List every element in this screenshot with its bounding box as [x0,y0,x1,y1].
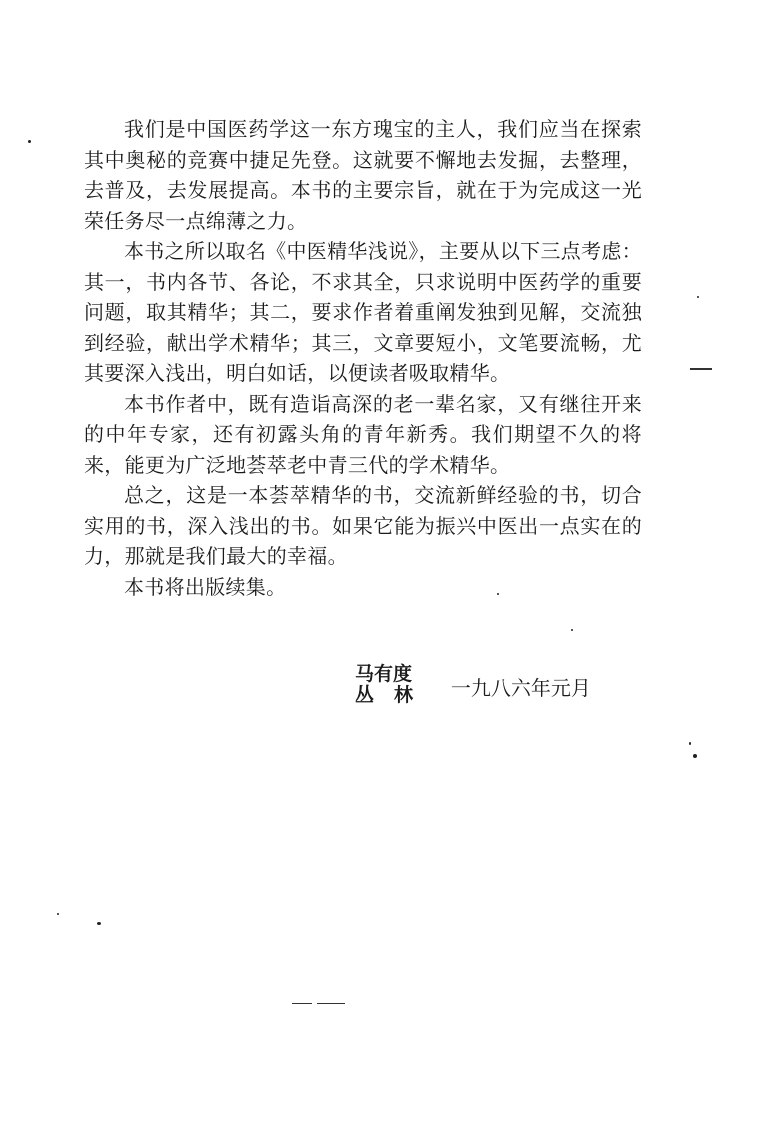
scan-speck [689,742,691,745]
preface-body [84,114,642,602]
scan-speck [693,754,697,758]
scan-mark [690,368,712,370]
paragraph-4: 总之，这是一本荟萃精华的书，交流新鲜经验的书，切合实用的书，深入浅出的书。如果它能为振兴中医出一点实在的力，那就是我们最大的幸福。 [84,483,642,568]
signature-block [355,664,591,706]
paragraph-3: 本书作者中，既有造诣高深的老一辈名家，又有继往开来的中年专家，还有初露头角的青年新秀。我们期望不久的将来，能更为广泛地荟萃老中青三代的学术精华。 [84,391,642,477]
paragraph-1: 我们是中国医药学这一东方瑰宝的主人，我们应当在探索其中奥秘的竞赛中捷足先登。这就要不懈地去发掘，去整理，去普及，去发展提高。本书的主要宗旨，就在于为完成这一光荣任务尽一点绵薄之力。 [84,117,642,233]
author-names [355,664,433,706]
scan-speck [57,913,59,915]
scan-speck [571,629,573,631]
scan-mark [292,1003,312,1004]
scan-speck [497,593,499,595]
signature-date: 一九八六年元月 [450,675,591,700]
scan-mark [317,1003,345,1004]
author-2: 丛林 [355,684,433,706]
paragraph-2: 本书之所以取名《中医精华浅说》，主要从以下三点考虑：其一，书内各节、各论，不求其全，只求说明中医药学的重要问题，取其精华；其二，要求作者着重阐发独到见解，交流独到经验，献出学术精华；其三，文章要短小，文笔要流畅，尤其要深入浅出，明白如话，以便读者吸取精华。 [84,239,642,385]
scan-speck [697,296,699,298]
paragraph-5: 本书将出版续集。 [124,574,287,599]
scan-speck [28,140,31,143]
author-1: 马有度 [355,663,413,685]
scan-speck [97,922,101,925]
